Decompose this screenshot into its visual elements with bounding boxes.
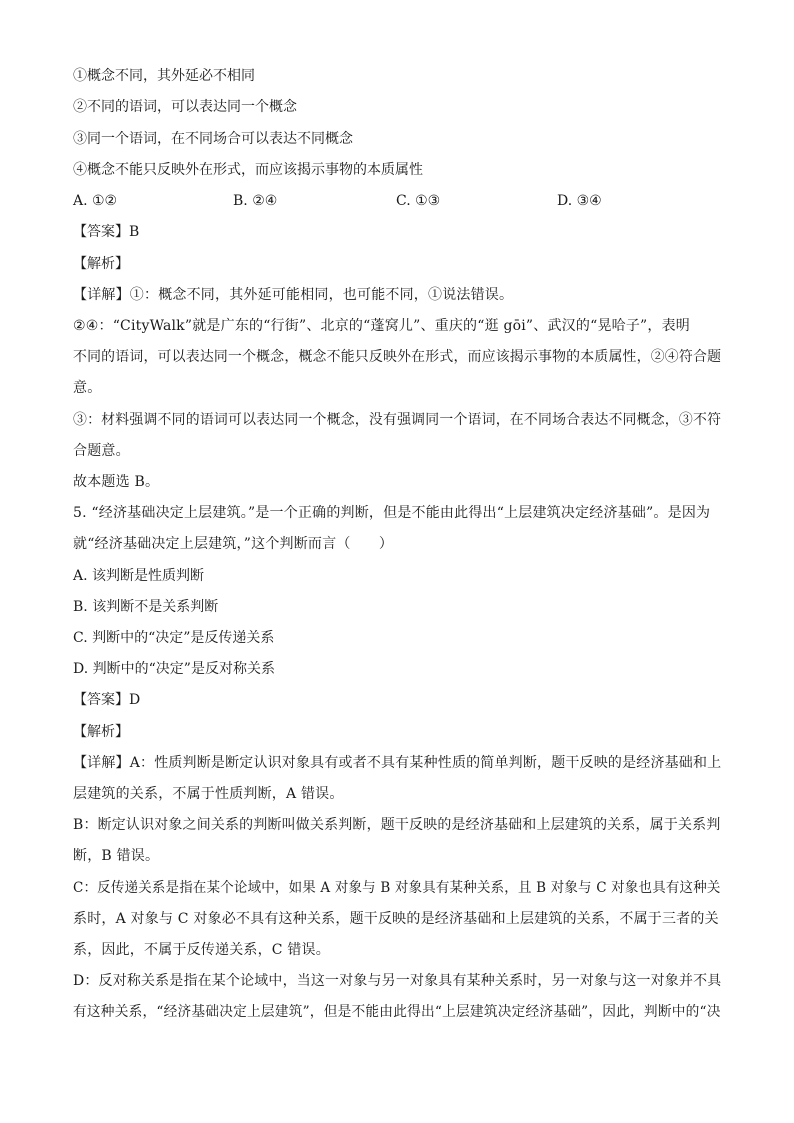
q5-detail-line: 断，B 错误。 [73, 848, 160, 864]
q4-detail-line: 意。 [73, 380, 102, 396]
q5-option-b: B. 该判断不是关系判断 [73, 599, 219, 615]
q5-detail-line: D：反对称关系是指在某个论域中，当这一对象与另一对象具有某种关系时，另一对象与这一对象并不具 [73, 973, 722, 989]
q5-detail-line: B：断定认识对象之间关系的判断叫做关系判断，题干反映的是经济基础和上层建筑的关系，属于关系判 [73, 817, 721, 833]
q5-analysis-label: 【解析】 [73, 724, 129, 740]
q4-detail-line: 【详解】①：概念不同，其外延可能相同，也可能不同，①说法错误。 [73, 287, 514, 303]
q4-option-c: C. ①③ [396, 193, 441, 209]
q4-detail-line: 故本题选 B。 [73, 474, 160, 490]
q5-stem-line: 就“经济基础决定上层建筑，”这个判断而言（ ） [73, 536, 394, 552]
q5-answer: 【答案】D [73, 692, 141, 708]
q4-detail-line: 合题意。 [73, 443, 130, 459]
q5-option-c: C. 判断中的“决定”是反传递关系 [73, 630, 275, 646]
q5-detail-line: 【详解】A：性质判断是断定认识对象具有或者不具有某种性质的简单判断，题干反映的是经济基础和上 [73, 755, 722, 771]
q4-detail-line: ③：材料强调不同的语词可以表达同一个概念，没有强调同一个语词，在不同场合表达不同概念，③不符 [73, 412, 722, 428]
q5-option-a: A. 该判断是性质判断 [73, 568, 205, 584]
q4-answer: 【答案】B [73, 224, 140, 240]
statement-2: ②不同的语词，可以表达同一个概念 [73, 99, 297, 115]
q5-option-d: D. 判断中的“决定”是反对称关系 [73, 661, 275, 677]
q5-detail-line: 系时，A 对象与 C 对象必不具有这种关系，题干反映的是经济基础和上层建筑的关系，不属于三者的关 [73, 911, 719, 927]
q5-stem-line: 5. “经济基础决定上层建筑。”是一个正确的判断，但是不能由此得出“上层建筑决定经济基础”。是因为 [73, 505, 711, 521]
q4-option-d: D. ③④ [557, 193, 602, 209]
q5-detail-line: 系，因此，不属于反传递关系，C 错误。 [73, 942, 330, 958]
q5-detail-line: 有这种关系，“经济基础决定上层建筑”，但是不能由此得出“上层建筑决定经济基础”，因此，判断中的“决 [73, 1004, 721, 1020]
statement-4: ④概念不能只反映外在形式，而应该揭示事物的本质属性 [73, 162, 423, 178]
statement-3: ③同一个语词，在不同场合可以表达不同概念 [73, 131, 353, 147]
statement-1: ①概念不同，其外延必不相同 [73, 68, 255, 84]
q4-detail-line: 不同的语词，可以表达同一个概念，概念不能只反映外在形式，而应该揭示事物的本质属性，②④符合题 [73, 349, 722, 365]
q4-analysis-label: 【解析】 [73, 256, 129, 272]
q4-option-a: A. ①② [73, 193, 118, 209]
q4-option-b: B. ②④ [233, 193, 278, 209]
q4-detail-line: ②④：“CityWalk”就是广东的“行街”、北京的“蓬窝儿”、重庆的“逛 gōi”、武汉的“晃哈子”，表明 [73, 318, 690, 334]
q5-detail-line: 层建筑的关系，不属于性质判断，A 错误。 [73, 786, 344, 802]
q5-detail-line: C：反传递关系是指在某个论域中，如果 A 对象与 B 对象具有某种关系，且 B 对象与 C 对象也具有这种关 [73, 880, 721, 896]
